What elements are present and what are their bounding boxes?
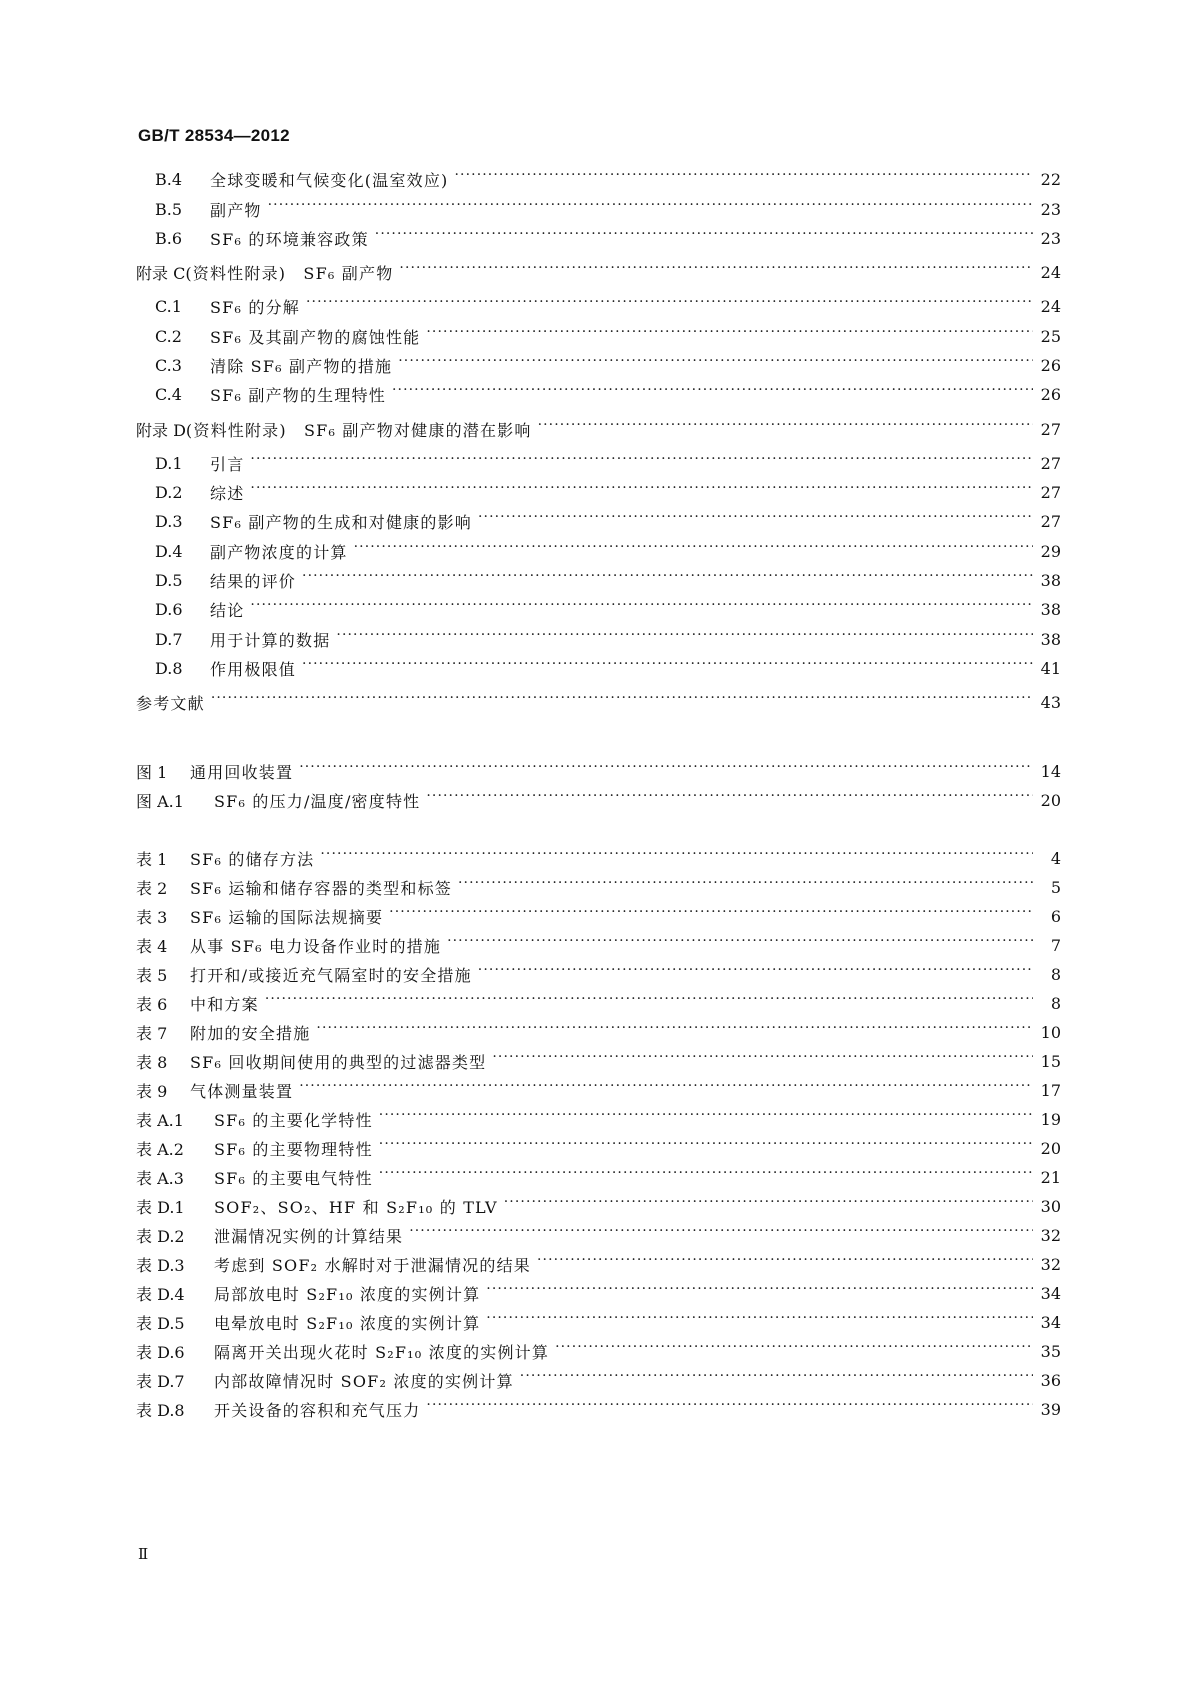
toc-entry-title: 参考文献 bbox=[136, 693, 205, 713]
toc-entry[interactable] bbox=[155, 451, 1061, 475]
toc-entry[interactable] bbox=[155, 509, 1061, 533]
toc-entry-number: C.3 bbox=[155, 355, 182, 375]
table-entry-number: 表 D.4 bbox=[136, 1284, 185, 1304]
dot-leader bbox=[268, 202, 1033, 216]
toc-entry-number: 附录 D bbox=[136, 420, 186, 440]
toc-entry-number: D.2 bbox=[155, 482, 183, 502]
table-entry-title: SF₆ 运输的国际法规摘要 bbox=[190, 907, 384, 927]
figure-entry[interactable] bbox=[136, 759, 1061, 783]
dot-leader bbox=[320, 851, 1033, 865]
toc-entry-page: 25 bbox=[1040, 326, 1061, 346]
table-entry[interactable] bbox=[136, 991, 1061, 1015]
toc-entry-number: D.7 bbox=[155, 629, 183, 649]
toc-entry-page: 27 bbox=[1040, 482, 1061, 502]
toc-entry-title: (资料性附录) SF₆ 副产物 bbox=[185, 263, 394, 283]
table-entry-page: 20 bbox=[1040, 1138, 1061, 1158]
dot-leader bbox=[211, 695, 1033, 709]
toc-entry-number: B.4 bbox=[155, 169, 183, 189]
toc-entry-page: 26 bbox=[1040, 355, 1061, 375]
table-entry-title: SF₆ 的主要化学特性 bbox=[214, 1110, 373, 1130]
toc-entry-page: 38 bbox=[1040, 570, 1061, 590]
table-entry[interactable] bbox=[136, 962, 1061, 986]
dot-leader bbox=[379, 1141, 1033, 1155]
table-entry-title: SOF₂、SO₂、HF 和 S₂F₁₀ 的 TLV bbox=[214, 1197, 498, 1217]
table-entry-page: 4 bbox=[1050, 848, 1061, 868]
table-entry-page: 19 bbox=[1040, 1109, 1061, 1129]
table-entry-number: 表 9 bbox=[136, 1081, 168, 1101]
table-entry-title: 隔离开关出现火花时 S₂F₁₀ 浓度的实例计算 bbox=[214, 1342, 550, 1362]
table-entry-number: 表 A.2 bbox=[136, 1139, 184, 1159]
dot-leader bbox=[250, 602, 1033, 616]
table-entry[interactable] bbox=[136, 1049, 1061, 1073]
table-entry-page: 32 bbox=[1040, 1225, 1061, 1245]
table-entry[interactable] bbox=[136, 1107, 1061, 1131]
figure-entry-number: 图 1 bbox=[136, 762, 168, 782]
table-entry[interactable] bbox=[136, 1281, 1061, 1305]
figure-entry[interactable] bbox=[136, 788, 1061, 812]
table-entry-title: 泄漏情况实例的计算结果 bbox=[214, 1226, 404, 1246]
toc-entry-page: 27 bbox=[1040, 453, 1061, 473]
toc-entry[interactable] bbox=[155, 382, 1061, 406]
toc-entry-title: 清除 SF₆ 副产物的措施 bbox=[210, 356, 393, 376]
toc-entry-number: 附录 C bbox=[136, 263, 186, 283]
table-entry-title: 附加的安全措施 bbox=[190, 1023, 311, 1043]
table-entry-number: 表 D.2 bbox=[136, 1226, 185, 1246]
toc-entry-page: 23 bbox=[1040, 228, 1061, 248]
table-entry[interactable] bbox=[136, 1020, 1061, 1044]
toc-entry[interactable] bbox=[155, 568, 1061, 592]
table-entry-title: 考虑到 SOF₂ 水解时对于泄漏情况的结果 bbox=[214, 1255, 531, 1275]
table-entry-page: 35 bbox=[1040, 1341, 1061, 1361]
toc-entry-title: (资料性附录) SF₆ 副产物对健康的潜在影响 bbox=[185, 420, 532, 440]
toc-entry[interactable] bbox=[155, 324, 1061, 348]
dot-leader bbox=[389, 909, 1033, 923]
dot-leader bbox=[299, 1083, 1033, 1097]
table-entry[interactable] bbox=[136, 1339, 1061, 1363]
dot-leader bbox=[316, 1025, 1033, 1039]
dot-leader bbox=[426, 793, 1033, 807]
toc-entry-title: 结果的评价 bbox=[210, 571, 297, 591]
table-entry-title: 开关设备的容积和充气压力 bbox=[214, 1400, 421, 1420]
table-entry-page: 7 bbox=[1050, 935, 1061, 955]
table-entry-number: 表 7 bbox=[136, 1023, 168, 1043]
toc-entry-number: D.3 bbox=[155, 511, 183, 531]
table-entry-title: 从事 SF₆ 电力设备作业时的措施 bbox=[190, 936, 442, 956]
table-entry-number: 表 D.8 bbox=[136, 1400, 185, 1420]
dot-leader bbox=[486, 1315, 1033, 1329]
toc-entry-number: B.6 bbox=[155, 228, 183, 248]
table-entry-title: SF₆ 回收期间使用的典型的过滤器类型 bbox=[190, 1052, 487, 1072]
figure-entry-number: 图 A.1 bbox=[136, 791, 184, 811]
toc-entry-number: D.8 bbox=[155, 658, 183, 678]
table-entry[interactable] bbox=[136, 1310, 1061, 1334]
table-entry-title: 气体测量装置 bbox=[190, 1081, 294, 1101]
toc-entry-page: 27 bbox=[1040, 419, 1061, 439]
figure-entry-page: 20 bbox=[1040, 790, 1061, 810]
dot-leader bbox=[299, 764, 1033, 778]
dot-leader bbox=[538, 422, 1033, 436]
toc-entry-title: SF₆ 及其副产物的腐蚀性能 bbox=[210, 327, 421, 347]
table-entry-page: 5 bbox=[1050, 877, 1061, 897]
dot-leader bbox=[398, 358, 1033, 372]
table-entry[interactable] bbox=[136, 1136, 1061, 1160]
table-entry[interactable] bbox=[136, 933, 1061, 957]
dot-leader bbox=[555, 1344, 1033, 1358]
toc-entry-page: 41 bbox=[1040, 658, 1061, 678]
toc-entry-number: C.2 bbox=[155, 326, 182, 346]
table-entry[interactable] bbox=[136, 1078, 1061, 1102]
table-entry-page: 15 bbox=[1040, 1051, 1061, 1071]
toc-entry-page: 22 bbox=[1040, 169, 1061, 189]
table-entry-page: 8 bbox=[1050, 993, 1061, 1013]
dot-leader bbox=[302, 661, 1033, 675]
table-entry-page: 34 bbox=[1040, 1283, 1061, 1303]
table-entry[interactable] bbox=[136, 1194, 1061, 1218]
table-entry-title: SF₆ 的主要电气特性 bbox=[214, 1168, 373, 1188]
toc-entry-title: 引言 bbox=[210, 454, 245, 474]
toc-entry[interactable] bbox=[155, 167, 1061, 191]
toc-entry-page: 38 bbox=[1040, 629, 1061, 649]
dot-leader bbox=[375, 231, 1033, 245]
toc-entry-title: 全球变暖和气候变化(温室效应) bbox=[210, 170, 449, 190]
dot-leader bbox=[409, 1228, 1033, 1242]
dot-leader bbox=[399, 265, 1033, 279]
toc-entry-page: 24 bbox=[1040, 296, 1061, 316]
table-entry-number: 表 5 bbox=[136, 965, 168, 985]
toc-entry-page: 23 bbox=[1040, 199, 1061, 219]
dot-leader bbox=[426, 329, 1033, 343]
table-entry[interactable] bbox=[136, 1252, 1061, 1276]
toc-entry-page: 24 bbox=[1040, 262, 1061, 282]
table-entry-number: 表 6 bbox=[136, 994, 168, 1014]
toc-entry-title: 用于计算的数据 bbox=[210, 630, 331, 650]
dot-leader bbox=[458, 880, 1033, 894]
dot-leader bbox=[447, 938, 1033, 952]
table-entry-number: 表 8 bbox=[136, 1052, 168, 1072]
table-entry[interactable] bbox=[136, 875, 1061, 899]
toc-entry-title: 综述 bbox=[210, 483, 245, 503]
toc-entry[interactable] bbox=[155, 197, 1061, 221]
page-number: Ⅱ bbox=[138, 1545, 149, 1563]
toc-entry[interactable] bbox=[155, 353, 1061, 377]
table-entry-title: SF₆ 的主要物理特性 bbox=[214, 1139, 373, 1159]
table-entry-page: 39 bbox=[1040, 1399, 1061, 1419]
dot-leader bbox=[336, 632, 1033, 646]
table-entry-page: 8 bbox=[1050, 964, 1061, 984]
toc-entry-title: SF₆ 的分解 bbox=[210, 297, 300, 317]
dot-leader bbox=[302, 573, 1033, 587]
dot-leader bbox=[379, 1112, 1033, 1126]
table-entry-page: 30 bbox=[1040, 1196, 1061, 1216]
toc-entry-references[interactable] bbox=[136, 690, 1061, 714]
table-entry-number: 表 D.6 bbox=[136, 1342, 185, 1362]
table-entry[interactable] bbox=[136, 1165, 1061, 1189]
toc-entry[interactable] bbox=[155, 226, 1061, 250]
table-entry-page: 34 bbox=[1040, 1312, 1061, 1332]
toc-entry-title: 副产物 bbox=[210, 200, 262, 220]
figure-entry-page: 14 bbox=[1040, 761, 1061, 781]
table-entry-title: 中和方案 bbox=[190, 994, 259, 1014]
table-entry-page: 6 bbox=[1050, 906, 1061, 926]
table-entry-number: 表 D.7 bbox=[136, 1371, 185, 1391]
toc-entry[interactable] bbox=[155, 480, 1061, 504]
dot-leader bbox=[520, 1373, 1033, 1387]
table-entry-number: 表 D.3 bbox=[136, 1255, 185, 1275]
dot-leader bbox=[492, 1054, 1033, 1068]
table-entry-number: 表 1 bbox=[136, 849, 168, 869]
dot-leader bbox=[306, 299, 1033, 313]
dot-leader bbox=[265, 996, 1033, 1010]
toc-entry-number: D.6 bbox=[155, 599, 183, 619]
table-entry-title: 电晕放电时 S₂F₁₀ 浓度的实例计算 bbox=[214, 1313, 481, 1333]
dot-leader bbox=[392, 387, 1033, 401]
table-entry[interactable] bbox=[136, 904, 1061, 928]
toc-entry[interactable] bbox=[155, 627, 1061, 651]
figure-entry-title: SF₆ 的压力/温度/密度特性 bbox=[214, 791, 421, 811]
toc-entry-number: D.4 bbox=[155, 541, 183, 561]
dot-leader bbox=[486, 1286, 1033, 1300]
table-entry-number: 表 4 bbox=[136, 936, 168, 956]
table-entry-number: 表 2 bbox=[136, 878, 168, 898]
table-entry[interactable] bbox=[136, 846, 1061, 870]
toc-entry-title: SF₆ 的环境兼容政策 bbox=[210, 229, 369, 249]
toc-entry-title: 结论 bbox=[210, 600, 245, 620]
dot-leader bbox=[426, 1402, 1033, 1416]
dot-leader bbox=[250, 485, 1033, 499]
figure-entry-title: 通用回收装置 bbox=[190, 762, 294, 782]
toc-entry-title: 副产物浓度的计算 bbox=[210, 542, 348, 562]
table-entry-page: 32 bbox=[1040, 1254, 1061, 1274]
table-entry-number: 表 3 bbox=[136, 907, 168, 927]
dot-leader bbox=[250, 456, 1033, 470]
dot-leader bbox=[478, 514, 1033, 528]
toc-entry[interactable] bbox=[155, 597, 1061, 621]
table-entry-page: 36 bbox=[1040, 1370, 1061, 1390]
toc-entry-title: 作用极限值 bbox=[210, 659, 297, 679]
table-entry-title: 局部放电时 S₂F₁₀ 浓度的实例计算 bbox=[214, 1284, 481, 1304]
document-code: GB/T 28534—2012 bbox=[138, 126, 290, 145]
toc-entry[interactable] bbox=[155, 539, 1061, 563]
toc-entry[interactable] bbox=[155, 656, 1061, 680]
table-entry-number: 表 D.5 bbox=[136, 1313, 185, 1333]
toc-entry-number: B.5 bbox=[155, 199, 183, 219]
dot-leader bbox=[537, 1257, 1033, 1271]
table-entry-number: 表 A.1 bbox=[136, 1110, 184, 1130]
toc-entry-appendix[interactable] bbox=[136, 417, 1061, 441]
table-entry-page: 10 bbox=[1040, 1022, 1061, 1042]
dot-leader bbox=[478, 967, 1033, 981]
toc-entry-title: SF₆ 副产物的生成和对健康的影响 bbox=[210, 512, 472, 532]
table-entry[interactable] bbox=[136, 1368, 1061, 1392]
table-entry-title: SF₆ 的储存方法 bbox=[190, 849, 315, 869]
toc-entry-number: D.5 bbox=[155, 570, 183, 590]
table-entry-title: SF₆ 运输和储存容器的类型和标签 bbox=[190, 878, 452, 898]
toc-entry-page: 27 bbox=[1040, 511, 1061, 531]
dot-leader bbox=[354, 544, 1033, 558]
toc-entry-page: 29 bbox=[1040, 541, 1061, 561]
dot-leader bbox=[379, 1170, 1033, 1184]
table-entry[interactable] bbox=[136, 1223, 1061, 1247]
toc-entry-page: 43 bbox=[1040, 692, 1061, 712]
toc-entry-number: D.1 bbox=[155, 453, 183, 473]
toc-entry-number: C.4 bbox=[155, 384, 182, 404]
dot-leader bbox=[504, 1199, 1033, 1213]
toc-entry-number: C.1 bbox=[155, 296, 182, 316]
toc-entry-appendix[interactable] bbox=[136, 260, 1061, 284]
toc-entry-title: SF₆ 副产物的生理特性 bbox=[210, 385, 386, 405]
table-entry-page: 17 bbox=[1040, 1080, 1061, 1100]
table-entry-title: 内部故障情况时 SOF₂ 浓度的实例计算 bbox=[214, 1371, 514, 1391]
dot-leader bbox=[455, 172, 1034, 186]
table-entry[interactable] bbox=[136, 1397, 1061, 1421]
toc-entry-page: 38 bbox=[1040, 599, 1061, 619]
toc-entry-page: 26 bbox=[1040, 384, 1061, 404]
table-entry-number: 表 A.3 bbox=[136, 1168, 184, 1188]
toc-entry[interactable] bbox=[155, 294, 1061, 318]
table-entry-number: 表 D.1 bbox=[136, 1197, 185, 1217]
table-entry-title: 打开和/或接近充气隔室时的安全措施 bbox=[190, 965, 472, 985]
table-entry-page: 21 bbox=[1040, 1167, 1061, 1187]
